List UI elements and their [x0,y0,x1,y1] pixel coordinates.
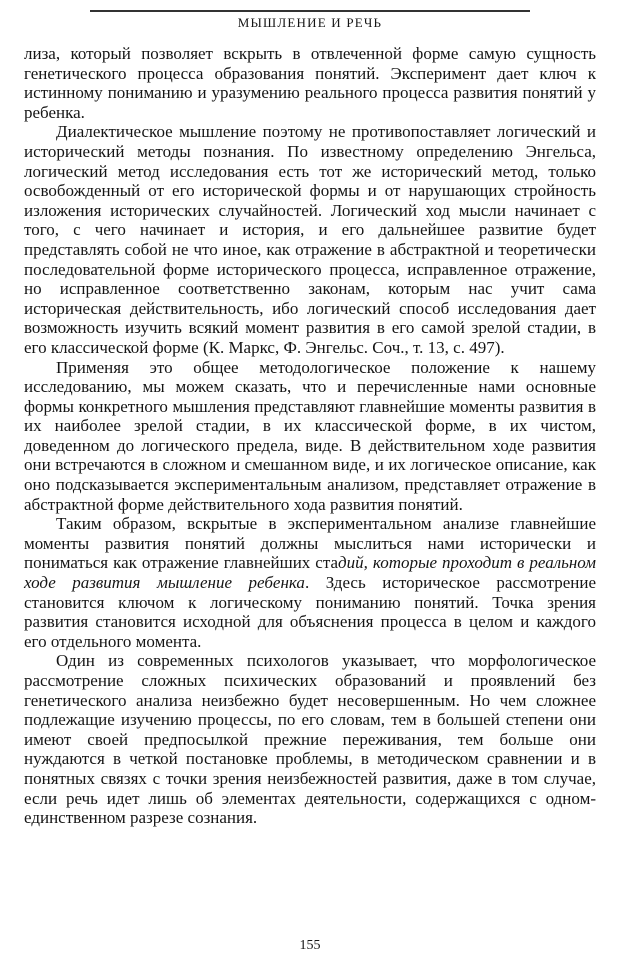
paragraph-4-italic: дий, которые проходит в реальном ходе развития мышление ребенка [24,553,596,593]
paragraph-1: лиза, который позволяет вскрыть в отвлеченной форме самую сущность генетического процесса образования понятий. Эксперимент дает ключ к истинному пониманию и уразумению реального процесса развития понятий у ребенка. [24,44,596,122]
page-number: 155 [299,938,321,953]
running-header: МЫШЛЕНИЕ И РЕЧЬ [237,15,383,30]
paragraph-4 [24,514,596,651]
header-rule [90,10,530,12]
paragraph-5: Один из современных психологов указывает, что морфологическое рассмотрение сложных психических образований и проявлений без генетического анализа неизбежно будет несовершенным. Но чем сложнее подлежащие изучению процессы, по его словам, тем в большей степени они имеют своей предпосылкой прежние переживания, тем больше они нуждаются в четкой постановке проблемы, в методическом сравнении и в понятных связях с точки зрения неизбежностей развития, даже в том случае, если речь идет лишь об элементах деятельности, содержащихся с одном-единственном разрезе сознания. [24,651,596,828]
paragraph-3: Применяя это общее методологическое положение к нашему исследованию, мы можем сказать, что и перечисленные нами основные формы конкретного мышления представляют главнейшие моменты развития в их наиболее зрелой стадии, в их классической форме, в их чистом, доведенном до логического предела, виде. В действительном ходе развития они встречаются в сложном и смешанном виде, и их логическое описание, как оно подсказывается экспериментальным анализом, представляет отражение в абстрактной форме действительного хода развития понятий. [24,357,596,514]
page-body [24,44,596,828]
paragraph-4-text-b: . Здесь историческое рассмотрение становится ключом к логическому пониманию понятий. Точка зрения развития становится исходной для объяснения процесса в целом и каждого его отдельного момента. [24,573,596,651]
paragraph-4-text-a: Таким образом, вскрытые в экспериментальном анализе главнейшие моменты развития понятий должны мыслиться нами исторически и пониматься как отражение главнейших ста [24,514,596,573]
paragraph-2: Диалектическое мышление поэтому не противопоставляет логический и исторический методы познания. По известному определению Энгельса, логический метод исследования есть тот же исторический метод, только освобожденный от его исторической формы и от нарушающих стройность изложения исторических случайностей. Логический ход мысли начинает с того, с чего начинает и история, и его дальнейшее развитие будет представлять собой не что иное, как отражение в абстрактной и теоретически последовательной форме исторического процесса, исправленное отражение, но исправленное соответственно законам, которым нас учит сама историческая действительность, ибо логический способ исследования дает возможность изучить всякий момент развития в его самой зрелой стадии, в его классической форме (К. Маркс, Ф. Энгельс. Соч., т. 13, с. 497). [24,122,596,357]
